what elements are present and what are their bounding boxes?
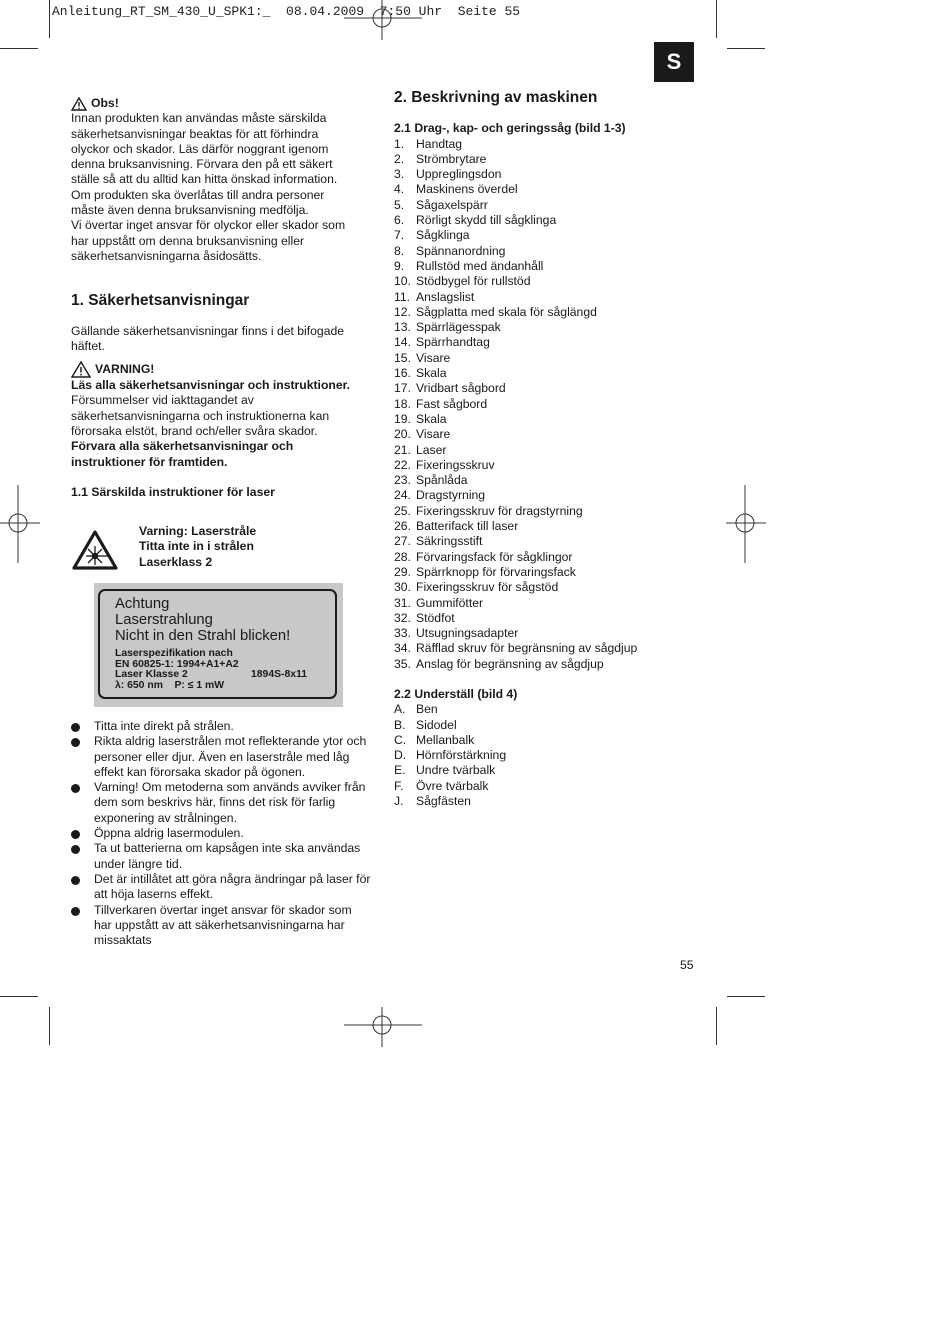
bullet-dot	[71, 907, 80, 916]
laser-warning-line: Titta inte in i strålen	[139, 539, 254, 554]
label-big-line: Laserstrahlung	[115, 612, 213, 629]
item-number: 4.	[394, 182, 405, 197]
list-item	[394, 290, 684, 305]
list-item	[394, 182, 684, 197]
bullet-text: Öppna aldrig lasermodulen.	[94, 826, 244, 841]
item-number: 30.	[394, 580, 411, 595]
section1-title: 1. Säkerhetsanvisningar	[71, 292, 250, 310]
item-text: Hörnförstärkning	[416, 748, 507, 763]
bullet-text: Tillverkaren övertar inget ansvar för skador som har uppstått av att säkerhetsanvisningarna har missaktats	[94, 902, 352, 948]
item-text: Ben	[416, 702, 438, 717]
item-text: Visare	[416, 350, 451, 365]
header-date: 08.04.2009	[286, 4, 365, 19]
item-number: B.	[394, 717, 406, 732]
warning-triangle-icon	[71, 97, 87, 111]
list-item	[394, 626, 684, 641]
item-text: Stödbygel för rullstöd	[416, 274, 531, 289]
item-number: 20.	[394, 427, 411, 442]
item-text: Sågplatta med skala för såglängd	[416, 304, 597, 319]
item-text: Spännanordning	[416, 243, 506, 258]
item-number: 2.	[394, 151, 405, 166]
language-tab: S	[654, 42, 694, 82]
item-text: Strömbrytare	[416, 151, 487, 166]
list-item	[71, 903, 371, 949]
item-text: Stödfot	[416, 610, 455, 625]
list-item	[394, 443, 684, 458]
bullet-dot	[71, 738, 80, 747]
item-text: Uppreglingsdon	[416, 167, 502, 182]
list-item	[394, 748, 684, 763]
item-number: 31.	[394, 595, 411, 610]
varning-text	[71, 393, 371, 439]
label-spec-class: Laser Klasse 2	[115, 669, 188, 681]
item-text: Spärrlägesspak	[416, 320, 501, 335]
list-item	[394, 320, 684, 335]
laser-hazard-icon	[72, 530, 118, 570]
obs-line: måste även denna bruksanvisning medfölja.	[71, 203, 309, 218]
item-text: Fixeringsskruv för sågstöd	[416, 580, 559, 595]
bullet-text: Varning! Om metoderna som används avviker från dem som beskrivs här, finns det risk för farlig exponering av strålningen.	[94, 780, 366, 825]
varning-bold-footer-line: instruktioner för framtiden.	[71, 454, 228, 469]
obs-text	[71, 111, 371, 264]
item-text: Utsugningsadapter	[416, 626, 519, 641]
list-item	[394, 733, 684, 748]
item-text: Rörligt skydd till sågklinga	[416, 213, 557, 228]
item-number: 29.	[394, 564, 411, 579]
label-big-line: Achtung	[115, 596, 170, 612]
bullet-dot	[71, 784, 80, 793]
list-item	[71, 719, 371, 734]
varning-line: förorsaka elstöt, brand och/eller svåra skador.	[71, 424, 318, 439]
item-text: Undre tvärbalk	[416, 763, 496, 778]
obs-line: har uppstått om denna bruksanvisning eller	[71, 233, 305, 248]
list-item	[394, 335, 684, 350]
list-item	[394, 473, 684, 488]
parts-list	[394, 137, 684, 672]
item-number: 33.	[394, 626, 411, 641]
item-number: 26.	[394, 519, 411, 534]
item-text: Laser	[416, 442, 447, 457]
item-number: 22.	[394, 457, 411, 472]
varning-title: VARNING!	[95, 362, 155, 376]
item-text: Fixeringsskruv	[416, 457, 495, 472]
obs-line: denna bruksanvisning. Förvara den på ett säkert	[71, 157, 333, 172]
list-item	[71, 780, 371, 826]
varning-heading	[71, 361, 371, 378]
bullet-text: Ta ut batterierna om kapsågen inte ska användas under längre tid.	[94, 841, 361, 871]
list-item	[394, 137, 684, 152]
item-text: Anslagslist	[416, 289, 475, 304]
stand-subsection-title: 2.2 Underställ (bild 4)	[394, 686, 518, 701]
item-number: E.	[394, 763, 406, 778]
item-number: 8.	[394, 243, 405, 258]
item-text: Säkringsstift	[416, 534, 483, 549]
item-text: Gummifötter	[416, 595, 484, 610]
item-text: Dragstyrning	[416, 488, 486, 503]
item-number: 35.	[394, 656, 411, 671]
varning-line: säkerhetsanvisningarna och instruktionerna kan	[71, 408, 330, 423]
list-item	[71, 872, 371, 903]
item-number: 10.	[394, 274, 411, 289]
list-item	[394, 580, 684, 595]
item-number: F.	[394, 778, 404, 793]
item-text: Skala	[416, 366, 447, 381]
laser-label	[94, 583, 343, 707]
list-item	[71, 826, 371, 841]
item-text: Maskinens överdel	[416, 182, 518, 197]
obs-heading	[71, 96, 371, 111]
label-spec-code: 1894S-8x11	[251, 669, 308, 681]
varning-bold-footer	[71, 439, 371, 470]
item-text: Sågklinga	[416, 228, 470, 243]
obs-line: Vi övertar inget ansvar för olyckor eller skador som	[71, 218, 346, 233]
item-number: 9.	[394, 258, 405, 273]
varning-line: Försummelser vid iakttagandet av	[71, 393, 254, 408]
print-header	[52, 4, 520, 19]
item-number: 21.	[394, 442, 411, 457]
item-text: Övre tvärbalk	[416, 778, 489, 793]
list-item	[394, 351, 684, 366]
obs-line: Om produkten ska överlåtas till andra personer	[71, 187, 325, 202]
item-text: Fixeringsskruv för dragstyrning	[416, 503, 583, 518]
bullet-dot	[71, 845, 80, 854]
item-text: Batterifack till laser	[416, 519, 519, 534]
item-text: Rullstöd med ändanhåll	[416, 258, 544, 273]
laser-warning-line: Varning: Laserstråle	[139, 524, 257, 538]
obs-line: säkerhetsanvisningar beaktas för att förhindra	[71, 126, 319, 141]
item-text: Handtag	[416, 136, 463, 151]
varning-bold-footer-line: Förvara alla säkerhetsanvisningar och	[71, 439, 294, 454]
list-item	[394, 550, 684, 565]
parts-subsection-title: 2.1 Drag-, kap- och geringssåg (bild 1-3)	[394, 121, 626, 136]
list-item	[71, 841, 371, 872]
list-item	[394, 167, 684, 182]
list-item	[394, 718, 684, 733]
label-big-line: Nicht in den Strahl blicken!	[115, 628, 291, 645]
list-item	[71, 734, 371, 780]
item-text: Sågfästen	[416, 794, 471, 809]
laser-warning-text	[139, 524, 256, 570]
list-item	[394, 381, 684, 396]
list-item	[394, 305, 684, 320]
section2-title: 2. Beskrivning av maskinen	[394, 89, 598, 106]
registration-mark-top	[344, 0, 422, 40]
list-item	[394, 274, 684, 289]
list-item	[394, 427, 684, 442]
bullet-dot	[71, 830, 80, 839]
list-item	[394, 213, 684, 228]
item-text: Sidodel	[416, 717, 457, 732]
item-number: 24.	[394, 488, 411, 503]
laser-label-spec	[115, 649, 325, 691]
item-text: Spånlåda	[416, 473, 468, 488]
varning-bold-line: Läs alla säkerhetsanvisningar och instruktioner.	[71, 378, 351, 393]
bullet-dot	[71, 723, 80, 732]
intro-line: Gällande säkerhetsanvisningar finns i det bifogade	[71, 323, 345, 338]
item-text: Sågaxelspärr	[416, 197, 488, 212]
list-item	[394, 412, 684, 427]
bullet-text: Rikta aldrig laserstrålen mot reflekterande ytor och personer eller djur. Även en laserstråle med låg effekt kan förorsaka skador på ögonen.	[94, 734, 367, 779]
list-item	[394, 366, 684, 381]
item-number: D.	[394, 748, 407, 763]
item-number: 18.	[394, 396, 411, 411]
list-item	[394, 641, 684, 656]
item-number: J.	[394, 794, 404, 809]
list-item	[394, 152, 684, 167]
list-item	[394, 657, 684, 672]
item-text: Vridbart sågbord	[416, 381, 506, 396]
item-number: 6.	[394, 213, 405, 228]
label-spec-line: λ: 650 nm P: ≤ 1 mW	[115, 679, 225, 691]
list-item	[394, 611, 684, 626]
laser-bullet-list	[71, 719, 371, 948]
item-number: 14.	[394, 335, 411, 350]
obs-line: ställe så att du alltid kan hitta önskad information.	[71, 172, 338, 187]
item-text: Skala	[416, 411, 447, 426]
item-number: C.	[394, 732, 407, 747]
registration-mark-bottom	[344, 1007, 422, 1047]
bullet-text: Titta inte direkt på strålen.	[94, 719, 234, 733]
list-item	[394, 763, 684, 778]
item-text: Spärrknopp för förvaringsfack	[416, 564, 576, 579]
header-file: Anleitung_RT_SM_430_U_SPK1:_	[52, 4, 271, 19]
list-item	[394, 779, 684, 794]
item-text: Anslag för begränsning av sågdjup	[416, 656, 604, 671]
list-item	[394, 488, 684, 503]
bullet-dot	[71, 876, 80, 885]
item-number: 3.	[394, 167, 405, 182]
item-text: Förvaringsfack för sågklingor	[416, 549, 573, 564]
stand-parts-list	[394, 702, 684, 809]
header-time: 7:50 Uhr	[379, 4, 443, 19]
header-page: Seite 55	[457, 4, 521, 19]
list-item	[394, 596, 684, 611]
list-item	[394, 228, 684, 243]
list-item	[394, 259, 684, 274]
item-number: 11.	[394, 289, 411, 304]
warning-triangle-icon	[71, 361, 91, 378]
list-item	[394, 198, 684, 213]
list-item	[394, 794, 684, 809]
item-number: 15.	[394, 350, 411, 365]
item-number: 32.	[394, 610, 411, 625]
item-text: Räfflad skruv för begränsning av sågdjup	[416, 641, 638, 656]
list-item	[394, 244, 684, 259]
item-number: 19.	[394, 411, 411, 426]
item-number: 27.	[394, 534, 411, 549]
item-text: Spärrhandtag	[416, 335, 490, 350]
laser-warning-line: Laserklass 2	[139, 554, 213, 569]
item-number: 1.	[394, 136, 405, 151]
registration-mark-right	[726, 485, 766, 563]
list-item	[394, 519, 684, 534]
item-number: 23.	[394, 473, 411, 488]
item-number: 12.	[394, 304, 411, 319]
list-item	[394, 534, 684, 549]
list-item	[394, 504, 684, 519]
item-number: 7.	[394, 228, 405, 243]
intro-line: häftet.	[71, 338, 105, 353]
label-spec-line: EN 60825-1: 1994+A1+A2	[115, 658, 239, 670]
obs-title: Obs!	[91, 96, 119, 110]
item-number: 34.	[394, 641, 411, 656]
list-item	[394, 565, 684, 580]
item-number: 17.	[394, 381, 411, 396]
item-number: 13.	[394, 320, 411, 335]
laser-subsection-title: 1.1 Särskilda instruktioner för laser	[71, 484, 275, 499]
obs-line: olyckor och skador. Läs därför noggrant igenom	[71, 141, 329, 156]
item-number: 25.	[394, 503, 411, 518]
item-number: 28.	[394, 549, 411, 564]
bullet-text: Det är intillåtet att göra några ändringar på laser för att höja laserns effekt.	[94, 871, 371, 902]
right-column	[394, 90, 684, 809]
laser-label-big-text	[115, 596, 290, 645]
item-text: Visare	[416, 427, 451, 442]
obs-line: säkerhetsanvisningarna åsidosätts.	[71, 248, 262, 263]
list-item	[394, 702, 684, 717]
item-number: A.	[394, 702, 406, 717]
item-text: Mellanbalk	[416, 732, 475, 747]
registration-mark-left	[0, 485, 40, 563]
section1-intro	[71, 324, 371, 355]
page-number: 55	[680, 958, 694, 972]
label-spec-line: Laserspezifikation nach	[115, 648, 233, 659]
item-number: 16.	[394, 366, 411, 381]
obs-line: Innan produkten kan användas måste särskilda	[71, 111, 327, 126]
list-item	[394, 458, 684, 473]
left-column	[71, 96, 371, 500]
list-item	[394, 397, 684, 412]
item-number: 5.	[394, 197, 405, 212]
item-text: Fast sågbord	[416, 396, 488, 411]
